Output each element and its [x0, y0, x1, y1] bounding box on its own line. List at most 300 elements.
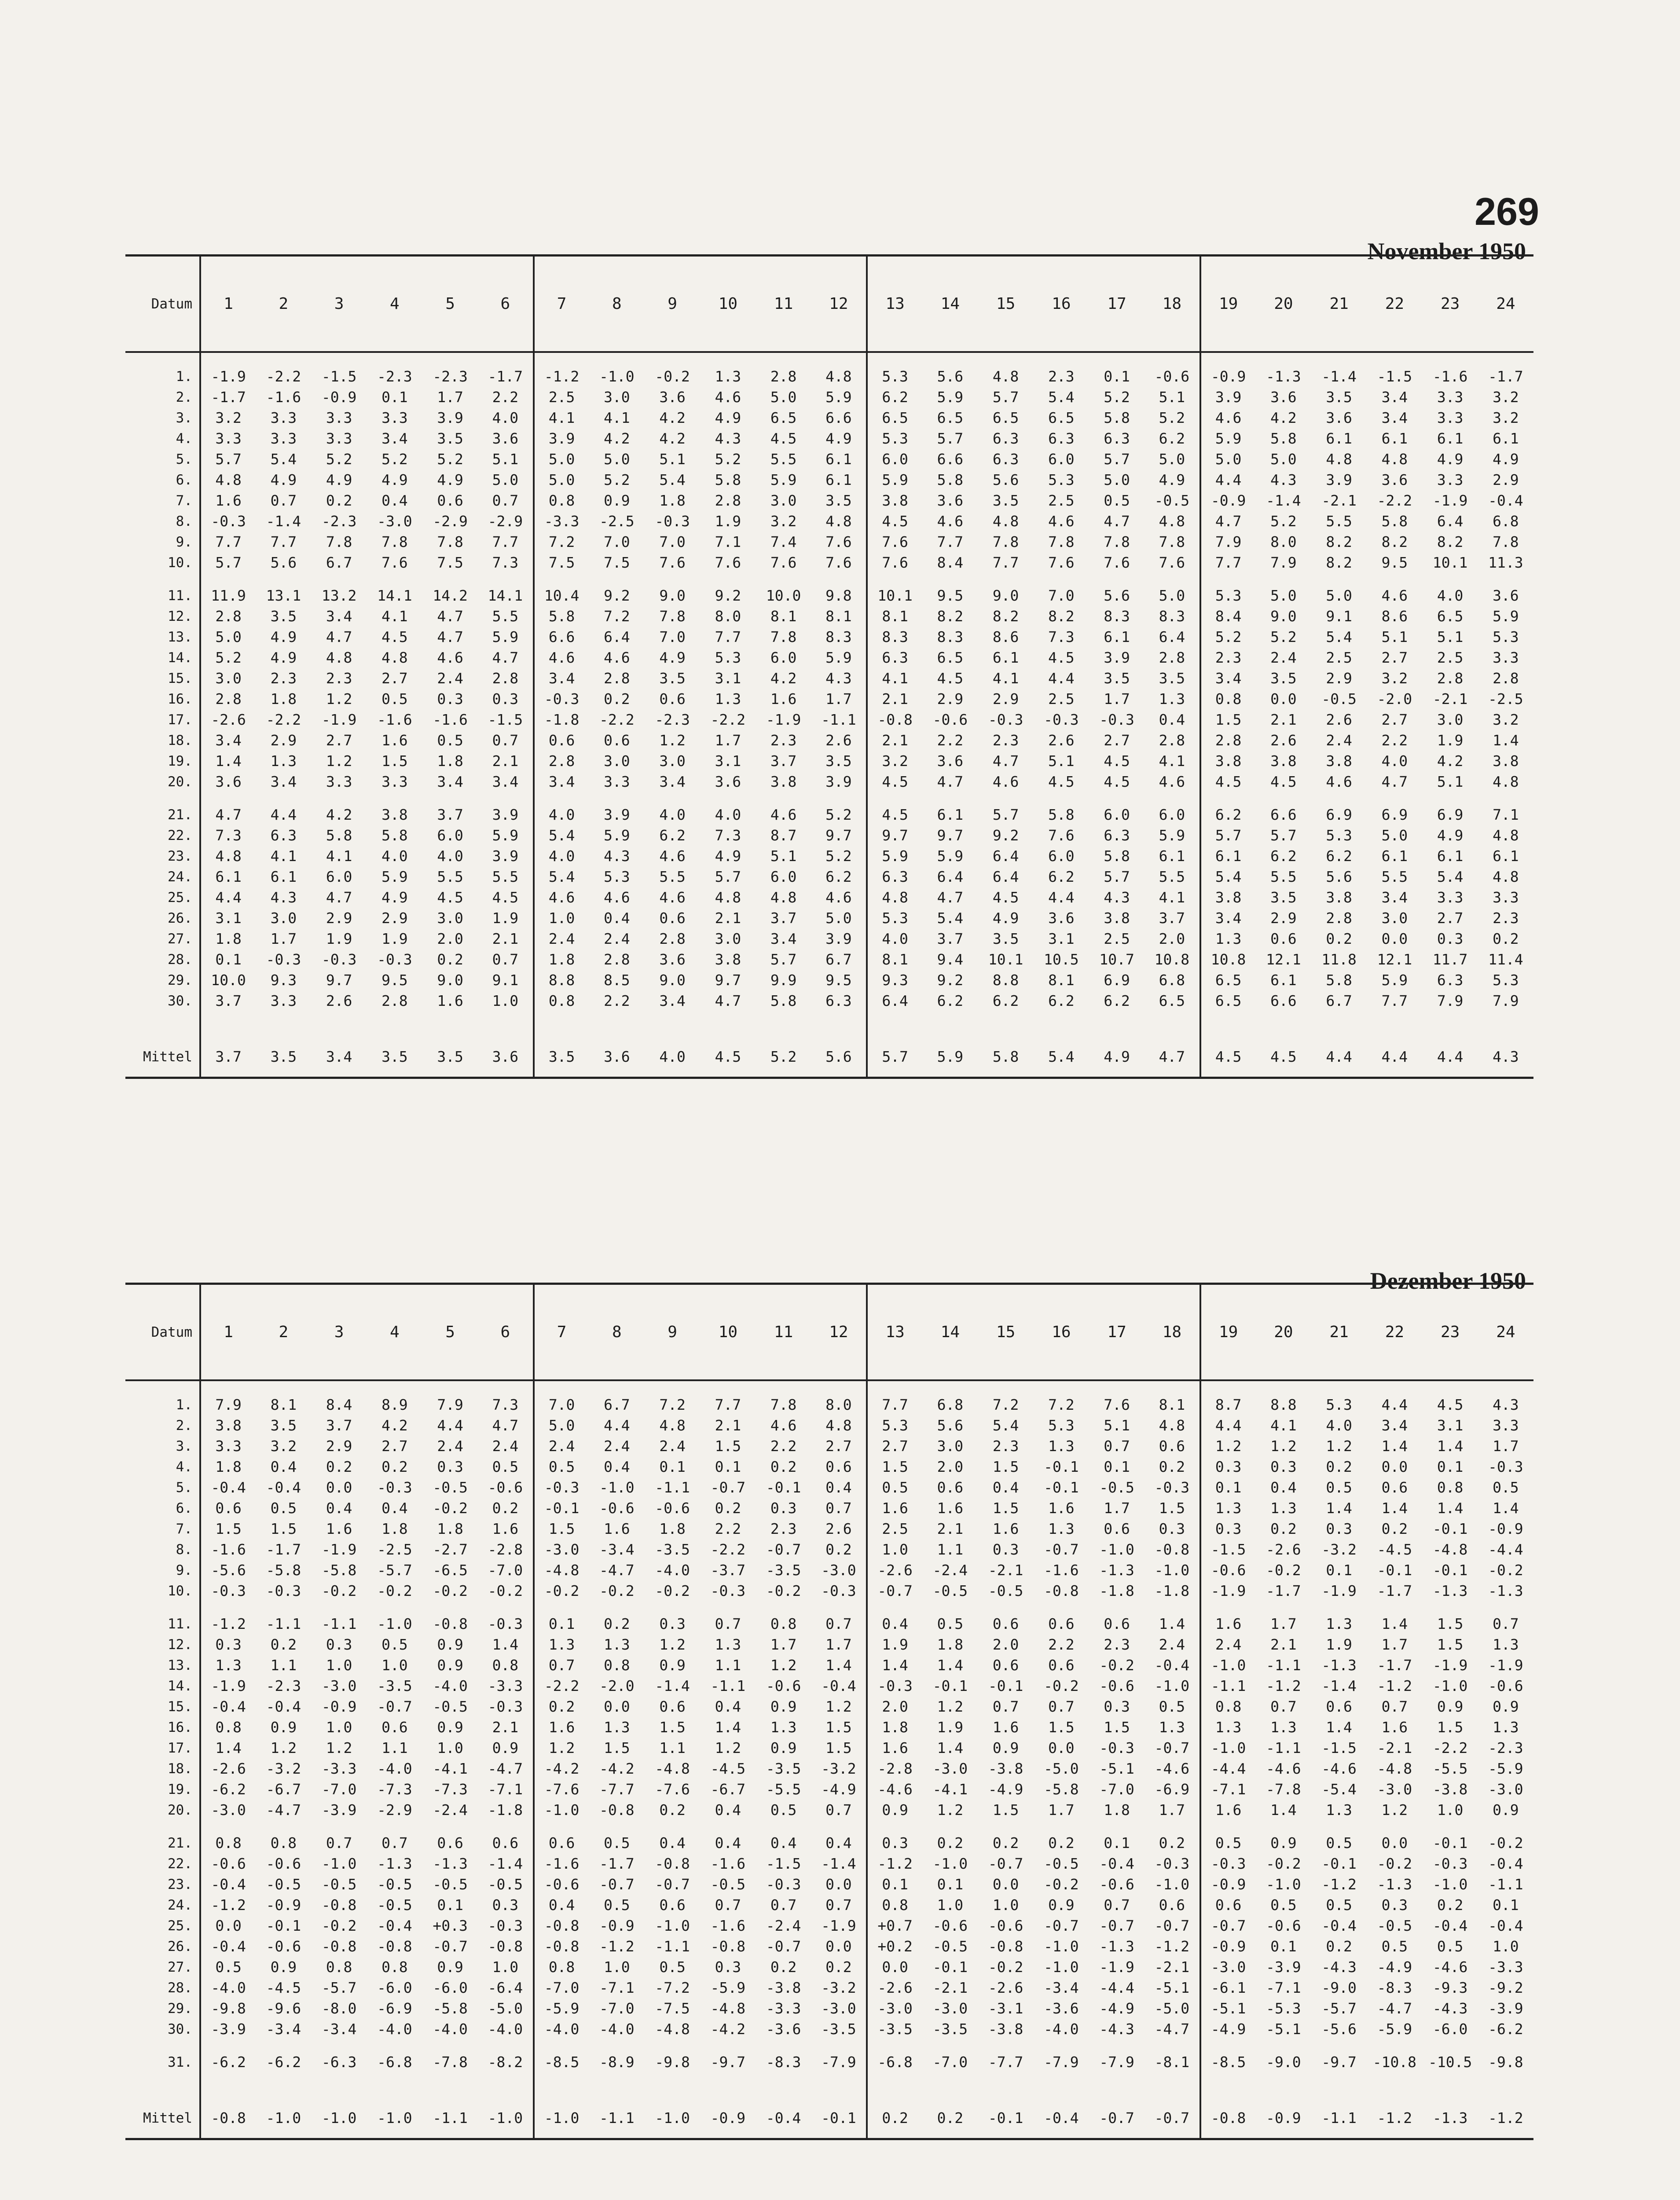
hour-value: 6.2 — [937, 992, 964, 1009]
hour-value: -2.3 — [266, 1677, 301, 1694]
hour-value: 4.4 — [1048, 670, 1075, 687]
hour-value: 6.1 — [825, 451, 852, 468]
hour-value: -6.9 — [1154, 1781, 1190, 1798]
hour-value: -3.1 — [988, 2000, 1023, 2017]
hour-value: 3.5 — [825, 752, 852, 770]
mean-value: -0.7 — [1154, 2109, 1190, 2127]
hour-value: -3.9 — [200, 2019, 256, 2039]
hour-value: -4.6 — [1321, 1760, 1357, 1777]
hour-value: 3.3 — [326, 409, 352, 426]
hour-value: 0.4 — [1270, 1479, 1297, 1496]
hour-value: 1.5 — [1437, 1615, 1464, 1632]
hour-header: 2 — [256, 1285, 311, 1380]
hour-value: -1.0 — [1200, 1738, 1256, 1758]
hour-value: 1.6 — [604, 1520, 630, 1537]
hour-value: 8.2 — [1326, 533, 1352, 550]
hour-value: 0.9 — [1437, 1698, 1464, 1715]
hour-value: 0.0 — [200, 1915, 256, 1936]
hour-value: 10.0 — [200, 970, 256, 990]
hour-value: 9.9 — [770, 972, 797, 989]
hour-value: 6.8 — [1159, 972, 1185, 989]
table-row — [125, 1415, 1533, 1436]
hour-value: -7.5 — [655, 2000, 690, 2017]
hour-value: 0.7 — [825, 1615, 852, 1632]
hour-value: -4.4 — [1488, 1541, 1523, 1558]
hour-value: 3.4 — [437, 773, 463, 790]
hour-value: 3.3 — [381, 773, 408, 790]
hour-value: 2.7 — [1381, 649, 1408, 666]
hour-value: 5.7 — [992, 806, 1019, 823]
hour-value: -0.8 — [655, 1855, 690, 1872]
hour-value: 7.2 — [659, 1396, 686, 1413]
hour-value: 6.5 — [1048, 409, 1075, 426]
day-label: 5. — [176, 1479, 192, 1496]
table-row — [125, 1456, 1533, 1477]
hour-value: 3.9 — [604, 806, 630, 823]
hour-value: 2.7 — [326, 732, 352, 749]
day-label: 1. — [176, 368, 192, 385]
hour-value: 1.2 — [770, 1657, 797, 1674]
hour-value: 1.9 — [492, 909, 519, 927]
hour-value: 7.6 — [1159, 554, 1185, 571]
hour-value: -0.3 — [766, 1876, 801, 1893]
hour-value: -0.5 — [1321, 690, 1357, 708]
hour-value: 4.2 — [770, 670, 797, 687]
hour-value: 1.5 — [867, 1456, 922, 1477]
hour-value: -1.9 — [1488, 1657, 1523, 1674]
hour-value: -0.1 — [1044, 1458, 1079, 1475]
hour-value: 0.5 — [1326, 1896, 1352, 1914]
hour-value: 8.7 — [1200, 1380, 1256, 1415]
hour-value: 3.1 — [715, 670, 741, 687]
hour-value: -0.6 — [1266, 1917, 1301, 1934]
hour-value: -9.6 — [266, 2000, 301, 2017]
hour-value: 2.5 — [1437, 649, 1464, 666]
hour-value: 0.4 — [992, 1479, 1019, 1496]
hour-value: -0.1 — [1321, 1855, 1357, 1872]
hour-value: 4.5 — [437, 889, 463, 906]
hour-value: 0.0 — [825, 1876, 852, 1893]
hour-value: 6.9 — [1104, 972, 1130, 989]
hour-value: 4.8 — [1493, 773, 1519, 790]
hour-value: -7.8 — [1266, 1781, 1301, 1798]
hour-value: 5.9 — [867, 469, 922, 490]
table-row — [125, 469, 1533, 490]
hour-value: 8.1 — [1159, 1396, 1185, 1413]
hour-value: 1.0 — [604, 1958, 630, 1976]
hour-value: 3.5 — [992, 492, 1019, 509]
hour-value: 9.0 — [1270, 608, 1297, 625]
hour-header: 11 — [756, 257, 811, 352]
hour-header: 13 — [867, 257, 922, 352]
hour-value: 3.6 — [659, 389, 686, 406]
table-row — [125, 449, 1533, 469]
hour-value: 3.4 — [770, 930, 797, 947]
hour-value: 0.2 — [825, 1541, 852, 1558]
hour-value: -2.5 — [377, 1541, 412, 1558]
mean-value: 3.5 — [437, 1048, 463, 1065]
hour-value: -6.0 — [1432, 2020, 1468, 2038]
hour-value: -0.2 — [433, 1582, 468, 1599]
hour-value: 6.9 — [1381, 806, 1408, 823]
hour-value: 6.5 — [937, 409, 964, 426]
hour-value: -1.6 — [433, 711, 468, 728]
hour-value: 2.8 — [492, 670, 519, 687]
hour-value: 4.2 — [1437, 752, 1464, 770]
mean-value: -1.0 — [655, 2109, 690, 2127]
hour-value: 9.5 — [1381, 554, 1408, 571]
hour-value: 4.7 — [992, 752, 1019, 770]
hour-value: 1.2 — [534, 1738, 589, 1758]
hour-value: -8.9 — [599, 2053, 635, 2071]
hour-value: 2.0 — [1159, 930, 1185, 947]
mean-value: -0.1 — [988, 2109, 1023, 2127]
hour-value: -2.1 — [1432, 690, 1468, 708]
hour-value: 0.9 — [1270, 1834, 1297, 1852]
hour-value: -0.2 — [1266, 1562, 1301, 1579]
hour-value: -0.4 — [1488, 492, 1523, 509]
hour-value: 4.8 — [659, 1417, 686, 1434]
hour-value: 0.1 — [715, 1458, 741, 1475]
hour-value: 13.2 — [321, 587, 357, 604]
hour-value: -0.5 — [433, 1479, 468, 1496]
hour-value: 2.6 — [326, 992, 352, 1009]
hour-value: 7.2 — [992, 1396, 1019, 1413]
hour-value: -2.4 — [932, 1562, 968, 1579]
hour-value: 2.3 — [1048, 368, 1075, 385]
hour-value: 0.3 — [492, 1896, 519, 1914]
hour-value: -1.0 — [599, 368, 635, 385]
hour-value: 3.2 — [867, 751, 922, 771]
hour-value: 0.7 — [492, 732, 519, 749]
hour-value: -1.0 — [377, 1615, 412, 1632]
hour-value: 6.3 — [867, 866, 922, 887]
december-table-header — [125, 1285, 1533, 1380]
hour-value: 2.9 — [326, 1437, 352, 1455]
hour-value: 0.9 — [1493, 1698, 1519, 1715]
hour-value: 8.3 — [1159, 608, 1185, 625]
hour-value: 12.1 — [1377, 951, 1412, 968]
hour-value: 14.2 — [433, 587, 468, 604]
hour-value: 1.0 — [937, 1896, 964, 1914]
hour-value: 4.5 — [992, 889, 1019, 906]
hour-value: 1.7 — [715, 732, 741, 749]
table-row — [125, 407, 1533, 428]
hour-value: 4.4 — [604, 1417, 630, 1434]
hour-value: 5.1 — [659, 451, 686, 468]
hour-value: -1.2 — [867, 1853, 922, 1874]
hour-value: -1.6 — [200, 1539, 256, 1560]
hour-value: 0.3 — [1437, 930, 1464, 947]
hour-value: 8.2 — [992, 608, 1019, 625]
hour-value: -0.4 — [377, 1917, 412, 1934]
hour-value: 1.3 — [1159, 1719, 1185, 1736]
hour-value: 3.4 — [1200, 668, 1256, 689]
hour-value: +0.2 — [867, 1936, 922, 1957]
hour-value: -2.2 — [710, 711, 746, 728]
hour-value: 7.5 — [437, 554, 463, 571]
hour-value: 0.3 — [326, 1636, 352, 1653]
hour-value: 2.4 — [659, 1437, 686, 1455]
hour-header: 1 — [200, 1285, 256, 1380]
hour-value: 0.9 — [604, 492, 630, 509]
hour-value: 14.1 — [488, 587, 523, 604]
hour-value: 0.5 — [1493, 1479, 1519, 1496]
hour-value: 3.3 — [1493, 1417, 1519, 1434]
hour-value: -4.0 — [655, 1562, 690, 1579]
table-row — [125, 1998, 1533, 2019]
hour-value: -1.0 — [1044, 1938, 1079, 1955]
hour-value: 4.5 — [1437, 1396, 1464, 1413]
hour-value: -1.1 — [1266, 1657, 1301, 1674]
hour-value: -1.0 — [1154, 1876, 1190, 1893]
hour-value: 4.8 — [1493, 827, 1519, 844]
hour-value: 4.5 — [1270, 773, 1297, 790]
hour-value: 0.4 — [715, 1801, 741, 1819]
hour-value: -9.7 — [710, 2053, 746, 2071]
hour-value: 7.8 — [381, 533, 408, 550]
hour-value: 1.3 — [1048, 1437, 1075, 1455]
hour-value: -0.2 — [1488, 1562, 1523, 1579]
hour-value: 6.2 — [867, 387, 922, 407]
day-label: 12. — [168, 1636, 192, 1653]
hour-value: -0.4 — [1099, 1855, 1134, 1872]
hour-value: -0.4 — [200, 1874, 256, 1895]
hour-value: -1.4 — [1321, 1677, 1357, 1694]
mean-value: -0.4 — [766, 2109, 801, 2127]
hour-value: 1.5 — [1159, 1500, 1185, 1517]
hour-value: 3.8 — [1493, 752, 1519, 770]
hour-value: 1.3 — [1200, 1498, 1256, 1518]
hour-value: 0.5 — [604, 1896, 630, 1914]
hour-value: 5.5 — [770, 451, 797, 468]
hour-value: -1.7 — [266, 1541, 301, 1558]
hour-value: -0.7 — [1154, 1917, 1190, 1934]
hour-value: 6.7 — [326, 554, 352, 571]
day-label: 23. — [168, 1876, 192, 1892]
hour-value: -0.5 — [433, 1698, 468, 1715]
hour-value: -0.7 — [1044, 1541, 1079, 1558]
hour-header: 7 — [534, 1285, 589, 1380]
hour-value: 4.6 — [1159, 773, 1185, 790]
hour-value: 1.4 — [1159, 1615, 1185, 1632]
hour-value: 7.6 — [381, 554, 408, 571]
hour-value: 4.7 — [326, 889, 352, 906]
hour-value: -0.3 — [377, 951, 412, 968]
hour-value: 1.8 — [437, 752, 463, 770]
hour-value: -5.9 — [1488, 1760, 1523, 1777]
day-label: 8. — [176, 1541, 192, 1558]
hour-value: 0.2 — [1437, 1896, 1464, 1914]
hour-value: 5.4 — [1200, 866, 1256, 887]
hour-value: -4.7 — [599, 1562, 635, 1579]
hour-value: 4.4 — [1200, 1415, 1256, 1436]
hour-value: 2.8 — [1437, 670, 1464, 687]
december-table-body — [125, 1380, 1533, 2138]
hour-value: 7.2 — [534, 532, 589, 552]
day-label: 15. — [168, 1698, 192, 1715]
table-row — [125, 1717, 1533, 1738]
hour-value: 2.9 — [937, 690, 964, 708]
hour-value: 6.4 — [992, 847, 1019, 865]
hour-value: 1.0 — [534, 908, 589, 928]
hour-value: -4.2 — [710, 2020, 746, 2038]
hour-value: 0.4 — [326, 1500, 352, 1517]
hour-value: 4.9 — [270, 649, 297, 666]
hour-value: -0.4 — [200, 1936, 256, 1957]
hour-value: 4.9 — [1437, 451, 1464, 468]
hour-value: -7.3 — [377, 1781, 412, 1798]
hour-header: 23 — [1423, 1285, 1478, 1380]
day-label: 29. — [168, 972, 192, 988]
table-row — [125, 647, 1533, 668]
hour-value: -0.7 — [867, 1580, 922, 1601]
hour-value: -4.0 — [599, 2020, 635, 2038]
hour-value: 3.8 — [867, 490, 922, 511]
hour-value: 3.3 — [1493, 889, 1519, 906]
hour-value: -1.6 — [710, 1855, 746, 1872]
hour-value: 1.2 — [825, 1698, 852, 1715]
hour-value: -0.8 — [433, 1615, 468, 1632]
hour-value: 5.7 — [1270, 827, 1297, 844]
hour-value: 4.7 — [1200, 511, 1256, 532]
hour-value: -7.0 — [932, 2053, 968, 2071]
hour-value: -4.0 — [1044, 2020, 1079, 2038]
hour-value: 3.0 — [659, 752, 686, 770]
hour-value: -1.0 — [932, 1855, 968, 1872]
hour-value: 7.2 — [1048, 1396, 1075, 1413]
hour-value: -0.1 — [932, 1677, 968, 1694]
hour-value: 6.4 — [937, 868, 964, 885]
hour-value: 1.3 — [715, 1636, 741, 1653]
hour-value: 3.4 — [381, 430, 408, 447]
hour-value: 6.0 — [1104, 806, 1130, 823]
table-row — [125, 490, 1533, 511]
hour-value: 5.3 — [867, 1415, 922, 1436]
hour-value: 2.1 — [937, 1520, 964, 1537]
table-row — [125, 1436, 1533, 1456]
hour-value: -1.4 — [488, 1855, 523, 1872]
hour-value: -1.5 — [1377, 368, 1412, 385]
hour-value: 0.6 — [1104, 1615, 1130, 1632]
hour-header: 15 — [978, 1285, 1034, 1380]
hour-value: 0.1 — [1437, 1458, 1464, 1475]
hour-value: -0.2 — [433, 1500, 468, 1517]
mean-value: 3.5 — [381, 1048, 408, 1065]
hour-value: 8.3 — [937, 628, 964, 645]
table-row — [125, 1738, 1533, 1758]
hour-value: -1.2 — [1377, 1677, 1412, 1694]
hour-value: 4.7 — [715, 992, 741, 1009]
hour-value: 5.2 — [1159, 409, 1185, 426]
hour-value: 1.2 — [326, 690, 352, 708]
hour-value: 9.2 — [992, 827, 1019, 844]
hour-value: -4.3 — [1432, 2000, 1468, 2017]
hour-value: 0.5 — [1104, 492, 1130, 509]
hour-value: 2.2 — [715, 1520, 741, 1537]
day-label: 22. — [168, 827, 192, 843]
hour-value: 3.6 — [937, 752, 964, 770]
hour-value: -8.1 — [1154, 2053, 1190, 2071]
hour-value: 1.6 — [1381, 1719, 1408, 1736]
day-label: 8. — [176, 513, 192, 529]
hour-value: 0.5 — [381, 690, 408, 708]
hour-value: -5.1 — [1266, 2020, 1301, 2038]
hour-value: 1.5 — [1200, 709, 1256, 730]
hour-value: -0.7 — [1154, 1739, 1190, 1756]
mean-value: 4.7 — [1159, 1048, 1185, 1065]
hour-value: 4.8 — [867, 887, 922, 908]
hour-value: -1.2 — [599, 1938, 635, 1955]
hour-value: 0.3 — [1200, 1456, 1256, 1477]
hour-value: -5.4 — [1321, 1781, 1357, 1798]
hour-value: -3.4 — [321, 2020, 357, 2038]
december-table — [125, 1283, 1533, 2140]
hour-value: 3.1 — [1437, 1417, 1464, 1434]
day-label: 13. — [168, 629, 192, 645]
table-row — [125, 1853, 1533, 1874]
hour-value: 2.4 — [604, 1437, 630, 1455]
hour-value: 5.9 — [492, 628, 519, 645]
hour-value: 1.4 — [1493, 732, 1519, 749]
hour-value: -1.0 — [1432, 1677, 1468, 1694]
hour-value: 1.5 — [200, 1518, 256, 1539]
hour-value: 5.8 — [1104, 409, 1130, 426]
hour-value: 3.0 — [437, 909, 463, 927]
hour-value: -0.8 — [488, 1938, 523, 1955]
hour-value: 0.3 — [992, 1541, 1019, 1558]
hour-value: 1.3 — [1048, 1520, 1075, 1537]
day-label: 19. — [168, 1781, 192, 1797]
hour-value: -0.8 — [988, 1938, 1023, 1955]
hour-value: 3.4 — [1381, 409, 1408, 426]
hour-value: -0.7 — [988, 1855, 1023, 1872]
hour-value: 6.1 — [1493, 847, 1519, 865]
hour-value: 1.6 — [992, 1719, 1019, 1736]
hour-value: 0.7 — [534, 1655, 589, 1676]
table-row — [125, 1518, 1533, 1539]
hour-value: 0.4 — [604, 1458, 630, 1475]
hour-value: 3.6 — [200, 771, 256, 792]
hour-value: 5.9 — [937, 847, 964, 865]
hour-value: -1.5 — [766, 1855, 801, 1872]
hour-value: 0.5 — [270, 1500, 297, 1517]
hour-value: 10.1 — [1432, 554, 1468, 571]
mean-value: -0.8 — [1200, 2072, 1256, 2138]
hour-value: 5.0 — [1104, 471, 1130, 488]
mean-value: 4.5 — [715, 1048, 741, 1065]
hour-value: -3.0 — [932, 1760, 968, 1777]
hour-value: 1.6 — [1200, 1601, 1256, 1634]
hour-value: 4.6 — [659, 847, 686, 865]
hour-value: -1.7 — [200, 387, 256, 407]
day-label: 7. — [176, 1521, 192, 1537]
hour-value: 3.7 — [1159, 909, 1185, 927]
hour-value: 5.9 — [825, 649, 852, 666]
hour-value: 4.5 — [770, 430, 797, 447]
hour-value: 5.2 — [1270, 513, 1297, 530]
hour-value: 7.7 — [867, 1380, 922, 1415]
hour-value: -3.2 — [266, 1760, 301, 1777]
hour-value: 4.1 — [604, 409, 630, 426]
hour-value: 7.6 — [825, 554, 852, 571]
hour-value: 4.2 — [659, 409, 686, 426]
hour-value: -1.1 — [266, 1615, 301, 1632]
hour-value: 1.8 — [200, 928, 256, 949]
hour-value: 1.5 — [270, 1520, 297, 1537]
hour-value: 0.1 — [534, 1601, 589, 1634]
hour-value: 7.7 — [937, 533, 964, 550]
